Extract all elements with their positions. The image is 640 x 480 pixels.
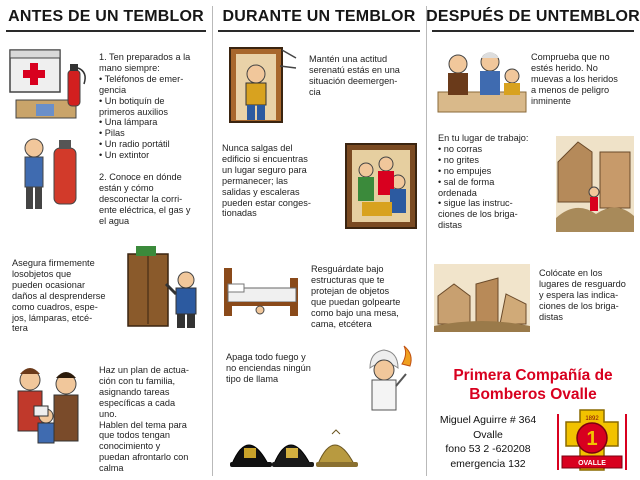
contact-block <box>428 413 548 471</box>
heading-before: ANTES DE UN TEMBLOR <box>8 8 204 25</box>
rubble-street-illustration <box>554 132 636 234</box>
safe-zone-illustration <box>434 264 530 332</box>
badge-year: 1892 <box>585 416 599 422</box>
column-before <box>0 0 212 480</box>
after-block-3: Colócate en los lugares de resguardo y espera las indica- ciones de los briga- distas <box>539 268 626 322</box>
calm-attitude-illustration <box>220 44 302 126</box>
emergency-text: emergencia 132 <box>450 457 526 470</box>
before-block-3: Asegura firmemente losobjetos que pueden ocasionar daños al desprenderse como cuadros, espe- jos, lámparas, etcé- tera <box>12 258 106 334</box>
heading-rule <box>432 30 634 32</box>
firefighter-helmets-illustration <box>228 428 368 478</box>
first-aid-kit-illustration <box>6 44 94 122</box>
securing-furniture-illustration <box>122 246 208 330</box>
utilities-illustration <box>18 128 88 218</box>
company-name-line-1: Primera Compañía de <box>453 367 613 384</box>
check-injuries-illustration <box>436 42 528 120</box>
city-text: Ovalle <box>473 428 503 441</box>
company-name-line-2: Bomberos Ovalle <box>469 386 597 403</box>
heading-during: DURANTE UN TEMBLOR <box>222 8 416 25</box>
after-block-2: En tu lugar de trabajo: • no corras • no grites • no empujes • sal de forma ordenada • sigue las instruc- ciones de los briga- distas <box>438 133 529 231</box>
heading-rule <box>218 30 420 32</box>
family-plan-illustration <box>8 360 92 456</box>
after-block-1: Comprueba que no estés herido. No muevas a los heridos a menos de peligro inminente <box>531 52 618 106</box>
phone-text: fono 53 2 -620208 <box>445 443 531 455</box>
column-during <box>212 0 426 480</box>
before-block-1: 1. Ten preparados a la mano siempre: • Teléfonos de emer- gencia • Un botiquín de primeros auxilios • Una lámpara • Pilas • Un radio portátil • Un extintor <box>99 52 191 161</box>
before-block-2: 2. Conoce en dónde están y cómo desconectar la corri- ente eléctrica, el gas y el agua <box>99 172 191 226</box>
bed-shelter-illustration <box>220 258 304 320</box>
during-block-1: Mantén una actitud serenatú estás en una situación deemergen- cia <box>309 54 400 97</box>
badge-city: OVALLE <box>578 460 606 467</box>
during-block-2: Nunca salgas del edificio si encuentras un lugar seguro para permanecer; las salidas y escaleras pueden estar conges- tionadas <box>222 143 311 219</box>
crowded-exit-illustration <box>342 140 422 232</box>
address-text: Miguel Aguirre # 364 <box>439 414 537 426</box>
before-block-4: Haz un plan de actua- ción con tu familia, asignando tareas específicas a cada uno. Hablen del tema para que todos tengan conocimiento y puedan afrontarlo con calma <box>99 365 189 474</box>
heading-rule <box>6 30 206 32</box>
fire-off-illustration <box>344 340 422 420</box>
heading-after: DESPUÉS DE UNTEMBLOR <box>426 8 640 25</box>
during-block-3: Resguárdate bajo estructuras que te protejan de objetos que puedan golpearte como bajo una mesa, cama, etcétera <box>311 264 401 329</box>
badge-number: 1 <box>586 428 598 450</box>
during-block-4: Apaga todo fuego y no enciendas ningún tipo de llama <box>226 352 311 384</box>
fire-company-badge-logo <box>552 408 632 478</box>
